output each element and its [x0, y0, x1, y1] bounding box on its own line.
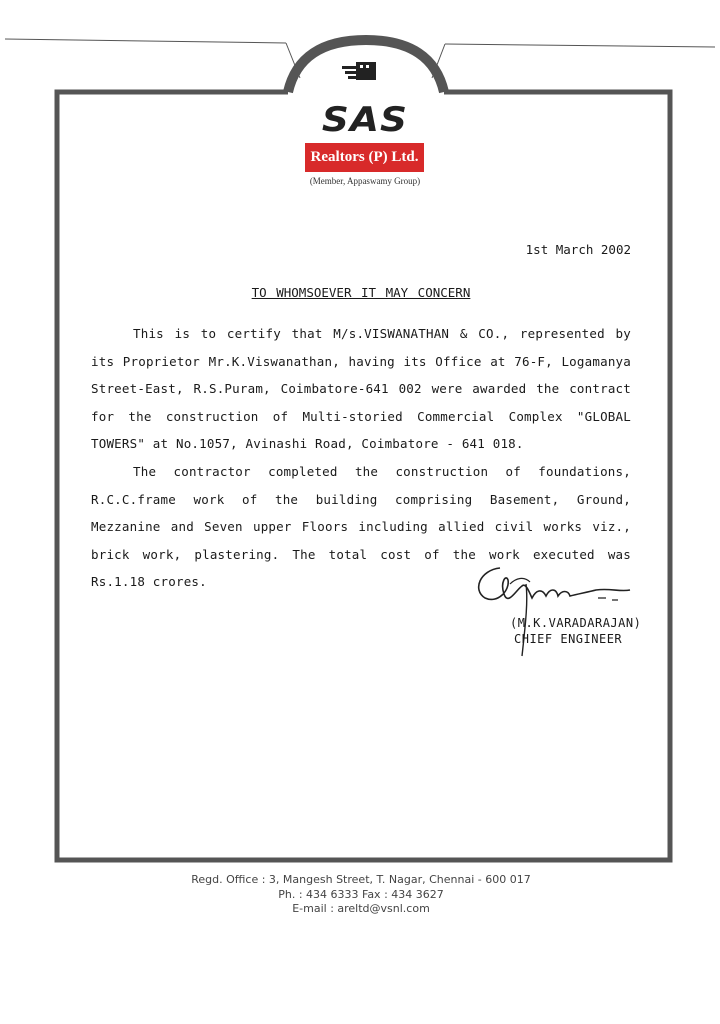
letter-date: 1st March 2002	[525, 242, 631, 257]
letter-subject: TO WHOMSOEVER IT MAY CONCERN	[251, 285, 471, 300]
paragraph-1: This is to certify that M/s.VISWANATHAN & CO., represented by its Proprietor Mr.K.Viswanathan, having its Office at 76-F, Logamanya Street-East, R.S.Puram, Coimbatore-641 002 were awarded the contract for the construction of Multi-storied Commercial Complex "GLOBAL TOWERS" at No.1057, Avinashi Road, Coimbatore - 641 018.	[91, 326, 631, 452]
paragraph-2: The contractor completed the construction of foundations, R.C.C.frame work of the building comprising Basement, Ground, Mezzanine and Seven upper Floors including allied civil works viz., brick work, plastering. The total cost of the work executed was Rs.1.18 crores.	[91, 463, 631, 590]
footer-email: E-mail : areltd@vsnl.com	[292, 902, 430, 915]
member-note: (Member, Appaswamy Group)	[309, 176, 421, 186]
brand-wordmark: SAS	[321, 100, 409, 140]
letterhead-footer	[0, 873, 720, 917]
footer-phone: Ph. : 434 6333 Fax : 434 3627	[278, 887, 444, 901]
footer-office: Regd. Office : 3, Mangesh Street, T. Nagar, Chennai - 600 017	[191, 873, 531, 886]
company-name-banner: Realtors (P) Ltd.	[305, 143, 424, 172]
signatory-name: (M.K.VARADARAJAN)	[510, 616, 642, 630]
signatory-title: CHIEF ENGINEER	[514, 632, 623, 646]
building-arrow-logo-icon	[342, 58, 382, 86]
letter-body	[91, 320, 631, 596]
